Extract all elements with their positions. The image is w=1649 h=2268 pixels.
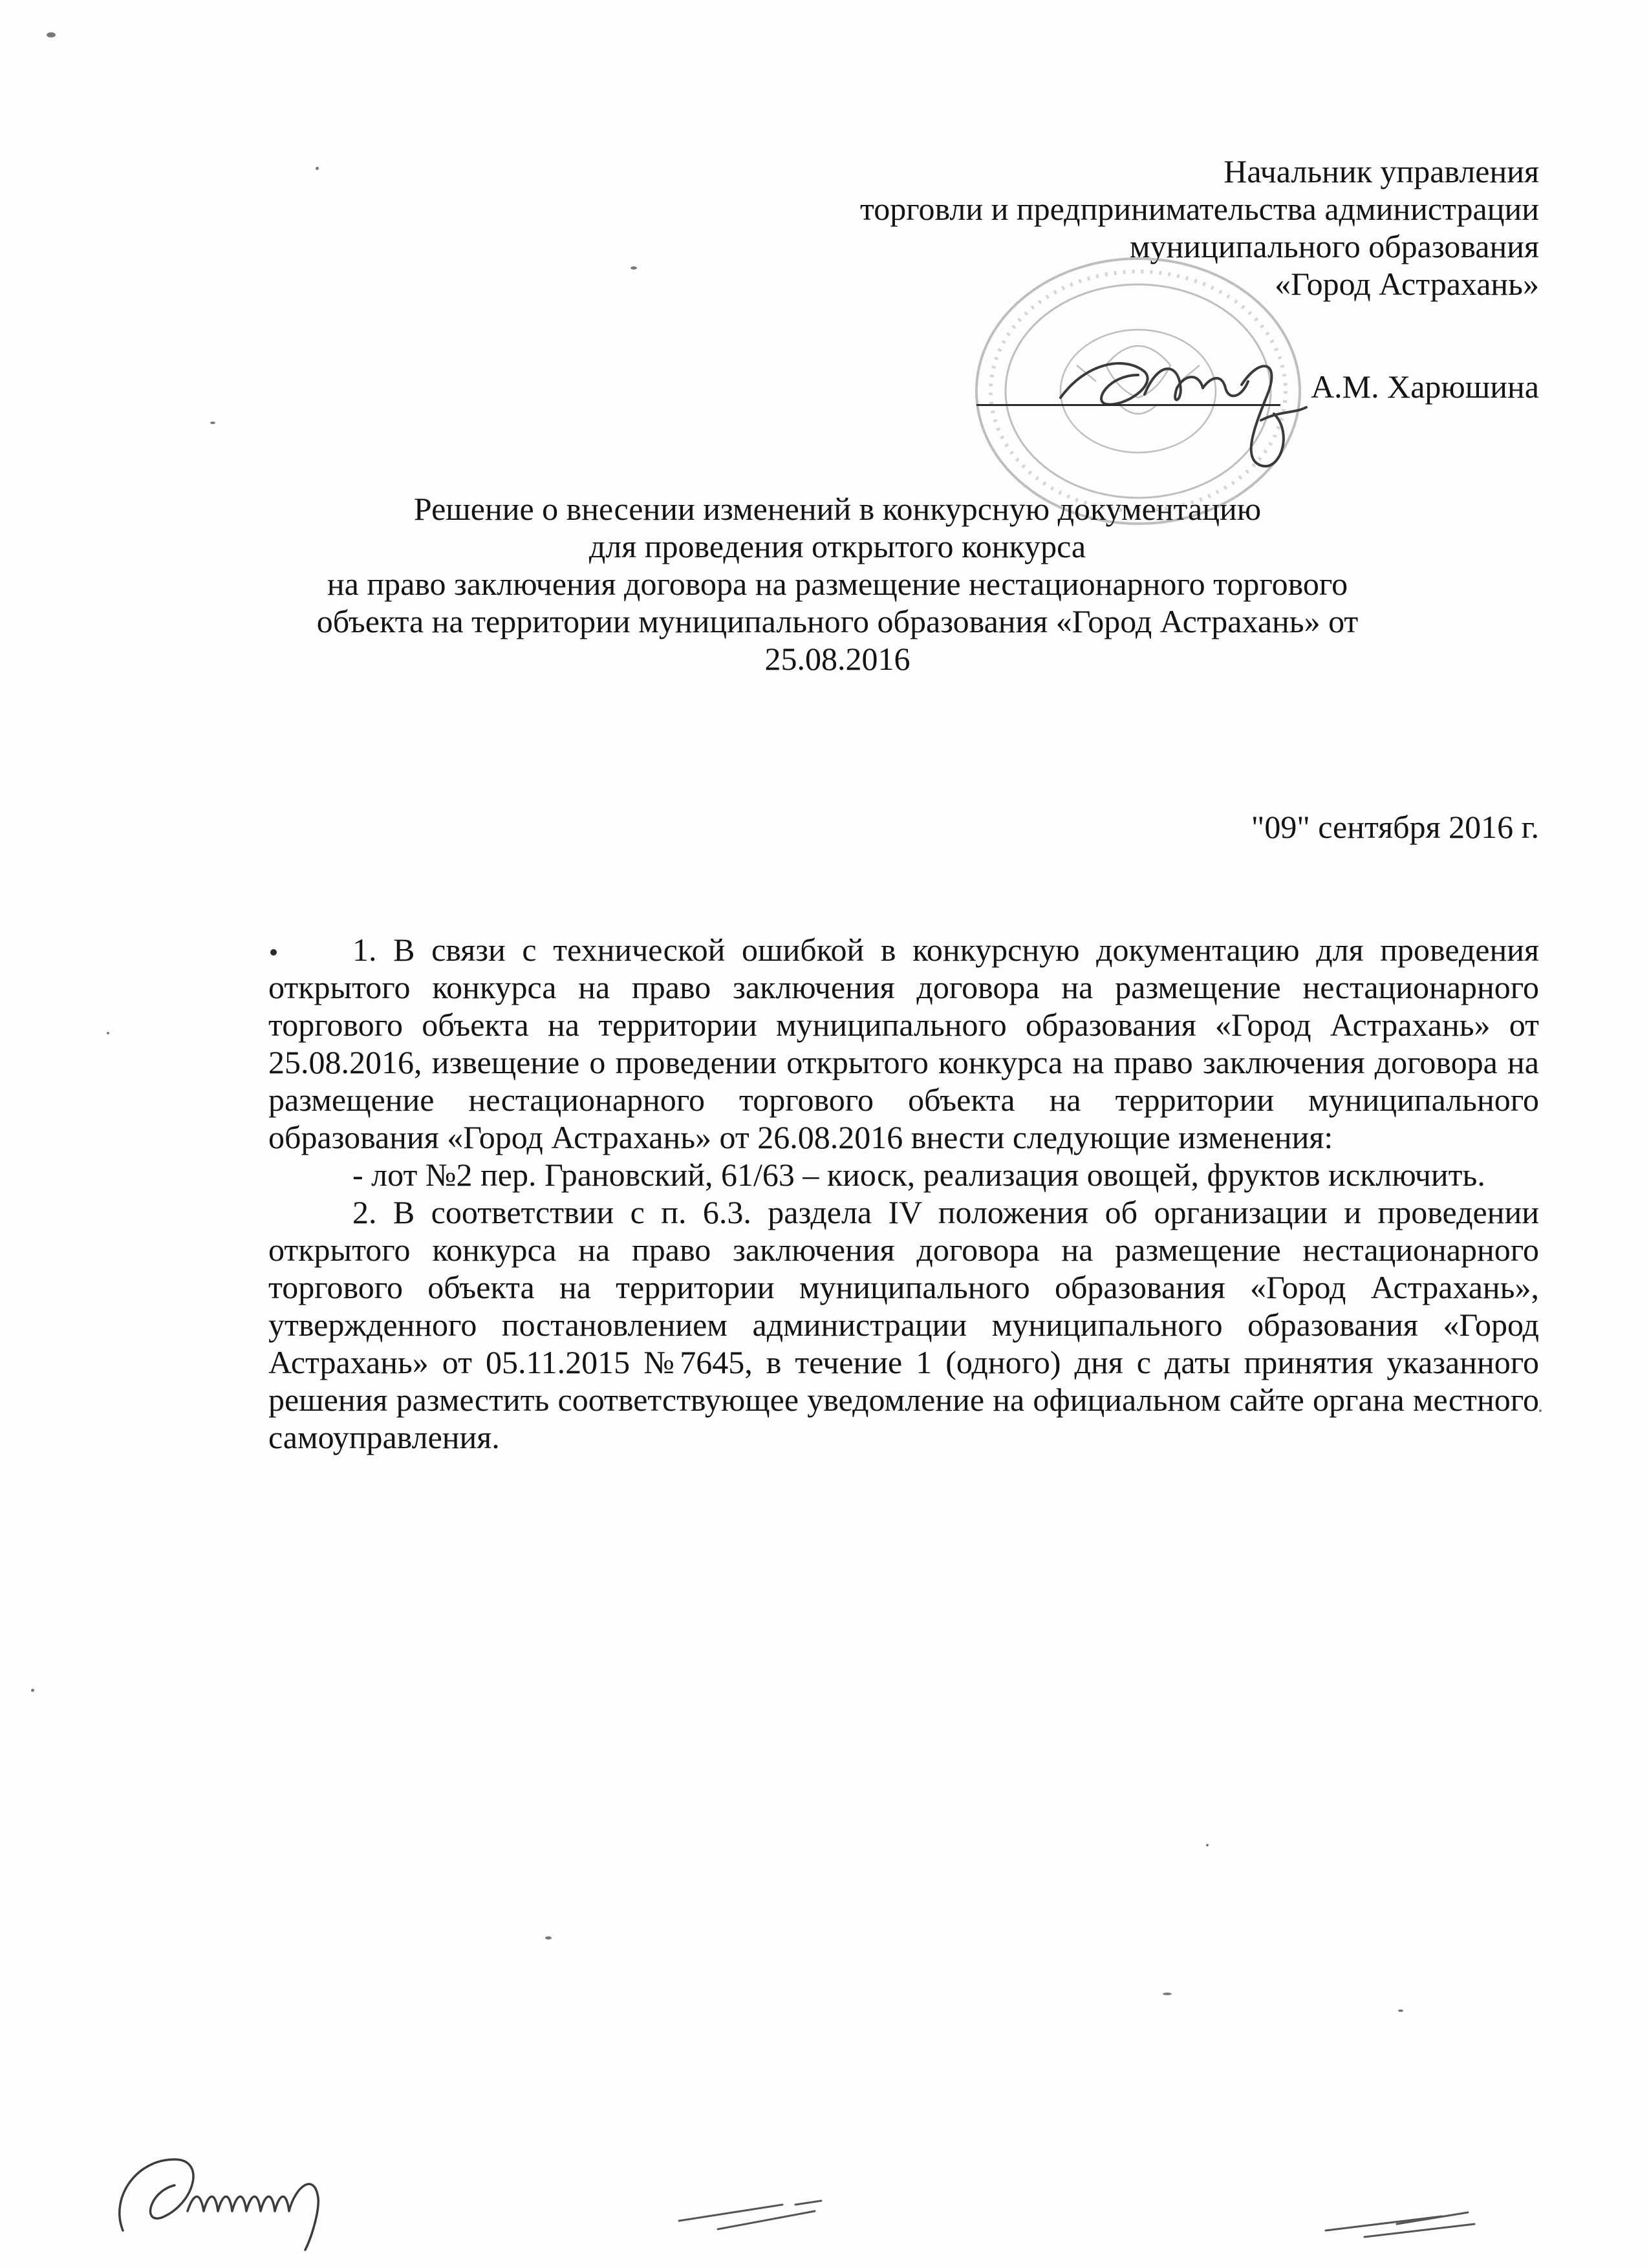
document-date: "09" сентября 2016 г.: [1251, 809, 1539, 845]
bottom-handwritten-marks: [97, 2134, 1584, 2263]
approval-line-municipality: муниципального образования: [1129, 228, 1539, 264]
handwritten-signature: [1048, 336, 1358, 485]
paragraph-lot-exclusion: - лот №2 пер. Грановский, 61/63 – киоск, реализация овощей, фруктов исключить.: [352, 1157, 1485, 1193]
approval-line-city: «Город Астрахань»: [1275, 266, 1539, 302]
title-line-4: объекта на территории муниципального образования «Город Астрахань» от: [316, 603, 1359, 639]
title-line-5: 25.08.2016: [764, 641, 911, 677]
paragraph-2: 2. В соответствии с п. 6.3. раздела IV положения об организации и проведении открытого конкурса на право заключения договора на размещение нестационарного торгового объекта на территории муниципального образования «Город Астрахань», утвержденного постановлением администрации муниципального образования «Город Астрахань» от 05.11.2015 №7645, в течение 1 (одного) дня с даты принятия указанного решения разместить соответствующее уведомление на официальном сайте органа местного самоуправления.: [268, 1194, 1539, 1455]
document-body: [268, 931, 1539, 1456]
approval-line-department: торговли и предпринимательства администрации: [860, 191, 1539, 227]
title-line-2: для проведения открытого конкурса: [588, 528, 1086, 564]
approval-line-position: Начальник управления: [1223, 153, 1539, 189]
signature-line: [976, 404, 1280, 406]
document-title: [259, 490, 1416, 678]
signer-name: А.М. Харюшина: [1311, 369, 1539, 405]
paragraph-1: 1. В связи с технической ошибкой в конкурсную документацию для проведения открытого конкурса на право заключения договора на размещение нестационарного торгового объекта на территории муниципального образования «Город Астрахань» от 25.08.2016, извещение о проведении открытого конкурса на право заключения договора на размещение нестационарного торгового объекта на территории муниципального образования «Город Астрахань» от 26.08.2016 внести следующие изменения:: [268, 932, 1539, 1155]
title-line-3: на право заключения договора на размещение нестационарного торгового: [327, 566, 1348, 602]
title-line-1: Решение о внесении изменений в конкурсную документацию: [413, 491, 1262, 527]
